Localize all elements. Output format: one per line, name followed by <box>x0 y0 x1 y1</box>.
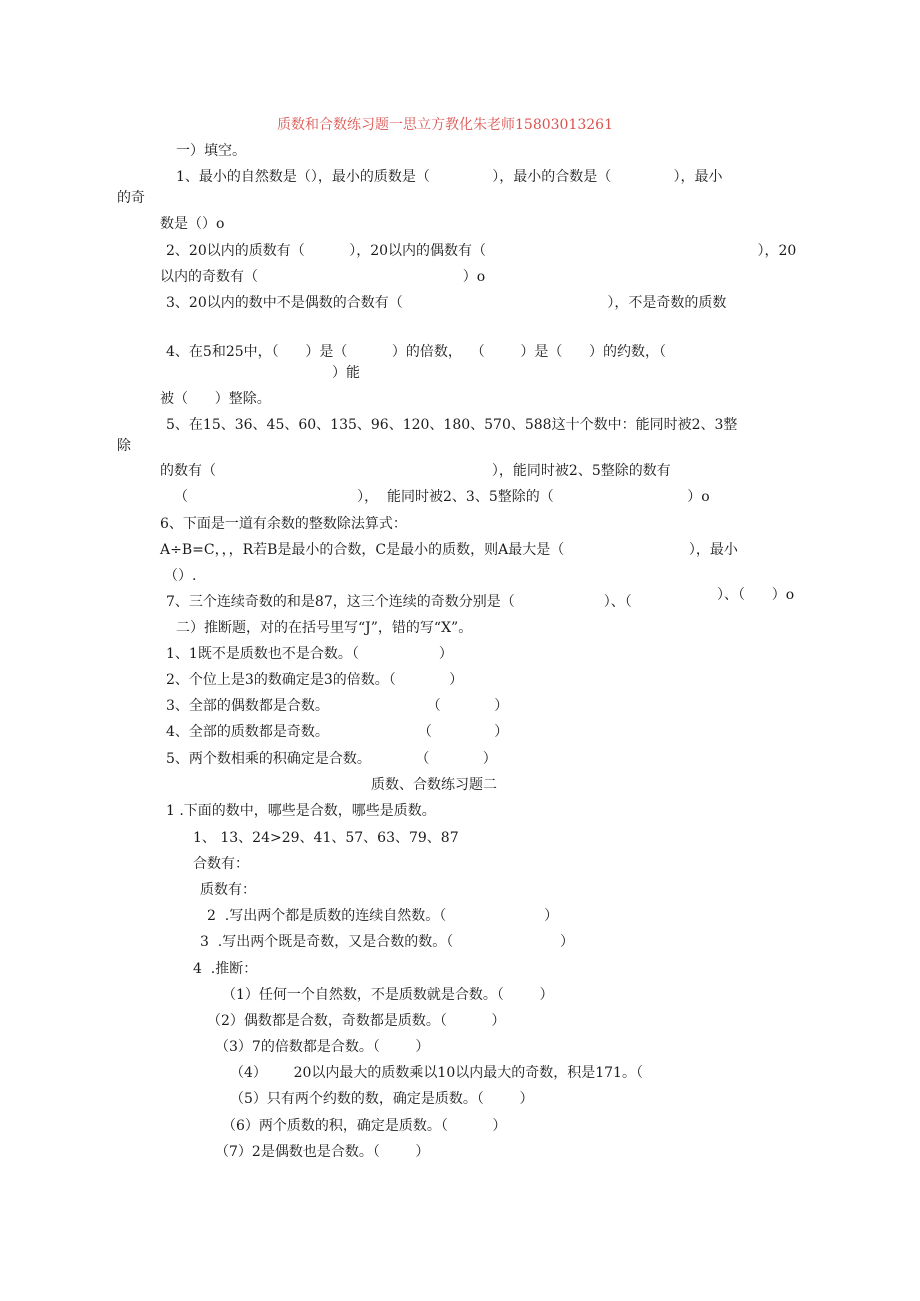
s2-q4-item-3: （3）7的倍数都是合数。（ ） <box>215 1039 430 1055</box>
q5-line-1: 5、在15、36、45、60、135、96、120、180、570、588这十个数中：能同时被2、3整 <box>166 417 738 433</box>
s2-q4-item-7: （7）2是偶数也是合数。（ ） <box>215 1144 430 1160</box>
q6-line-2: A÷B=C，，，R若B是最小的合数，C是最小的质数，则A最大是（ ），最小 <box>160 542 738 558</box>
part1-heading: 一）填空。 <box>176 143 246 159</box>
q6-line-1: 6、下面是一道有余数的整数除法算式： <box>160 516 407 532</box>
q7-line-2: ）、（ ）o <box>717 587 795 603</box>
s2-q2: 2 .写出两个都是质数的连续自然数。（ ） <box>207 908 559 924</box>
document-title: 质数和合数练习题一思立方教化朱老师15803013261 <box>277 117 613 133</box>
s2-q4-item-4: （4） 20以内最大的质数乘以10以内最大的奇数，积是171。（ <box>230 1065 643 1081</box>
section2-title: 质数、合数练习题二 <box>371 777 497 793</box>
s2-q4-item-6: （6）两个质数的积，确定是质数。（ ） <box>222 1118 507 1134</box>
s2-q1-composite: 合数有： <box>193 856 249 872</box>
s2-q4-item-2: （2）偶数都是合数，奇数都是质数。（ ） <box>207 1013 506 1029</box>
q7-line-1: 7、三个连续奇数的和是87，这三个连续的奇数分别是（ ）、（ <box>166 594 632 610</box>
q3-line: 3、20以内的数中不是偶数的合数有（ ），不是奇数的质数 <box>166 295 727 311</box>
s2-q3: 3 .写出两个既是奇数，又是合数的数。（ ） <box>200 934 575 950</box>
judge-item-2: 2、个位上是3的数确定是3的倍数。（ ） <box>166 672 464 688</box>
judge-item-4: 4、全部的质数都是奇数。 （ ） <box>166 724 509 740</box>
s2-q4-item-1: （1）任何一个自然数，不是质数就是合数。（ ） <box>222 987 554 1003</box>
q4-line-3: 被（ ）整除。 <box>160 391 271 407</box>
q5-line-4: （ ）， 能同时被2、3、5整除的（ ）o <box>174 489 710 505</box>
s2-q4: 4 .推断： <box>193 961 258 977</box>
judge-item-1: 1、1既不是质数也不是合数。（ ） <box>166 646 453 662</box>
s2-q1: 1 .下面的数中，哪些是合数，哪些是质数。 <box>166 803 436 819</box>
q1-line-1: 1、最小的自然数是（），最小的质数是（ ），最小的合数是（ ），最小 <box>176 169 723 185</box>
q1-line-3: 数是（）o <box>160 216 225 232</box>
s2-q1-numbers: 1、 13、24>29、41、57、63、79、87 <box>193 830 459 846</box>
q2-line-2: 以内的奇数有（ ）o <box>160 269 486 285</box>
q5-line-2: 除 <box>117 438 131 454</box>
s2-q4-item-5: （5）只有两个约数的数，确定是质数。（ ） <box>230 1091 534 1107</box>
q4-line-2: ）能 <box>332 365 360 381</box>
part2-heading: 二）推断题，对的在括号里写“J”，错的写“X”。 <box>176 620 473 636</box>
q1-line-2: 的奇 <box>117 190 145 206</box>
q6-line-3: （）. <box>164 568 197 584</box>
q2-line-1: 2、20以内的质数有（ ），20以内的偶数有（ ），20 <box>166 243 797 259</box>
s2-q1-prime: 质数有： <box>200 882 256 898</box>
judge-item-5: 5、两个数相乘的积确定是合数。 （ ） <box>166 751 497 767</box>
q4-line-1: 4、在5和25中，（ ）是（ ）的倍数， （ ）是（ ）的约数，（ <box>166 344 667 360</box>
judge-item-3: 3、全部的偶数都是合数。 （ ） <box>166 698 509 714</box>
q5-line-3: 的数有（ ），能同时被2、5整除的数有 <box>160 463 671 479</box>
